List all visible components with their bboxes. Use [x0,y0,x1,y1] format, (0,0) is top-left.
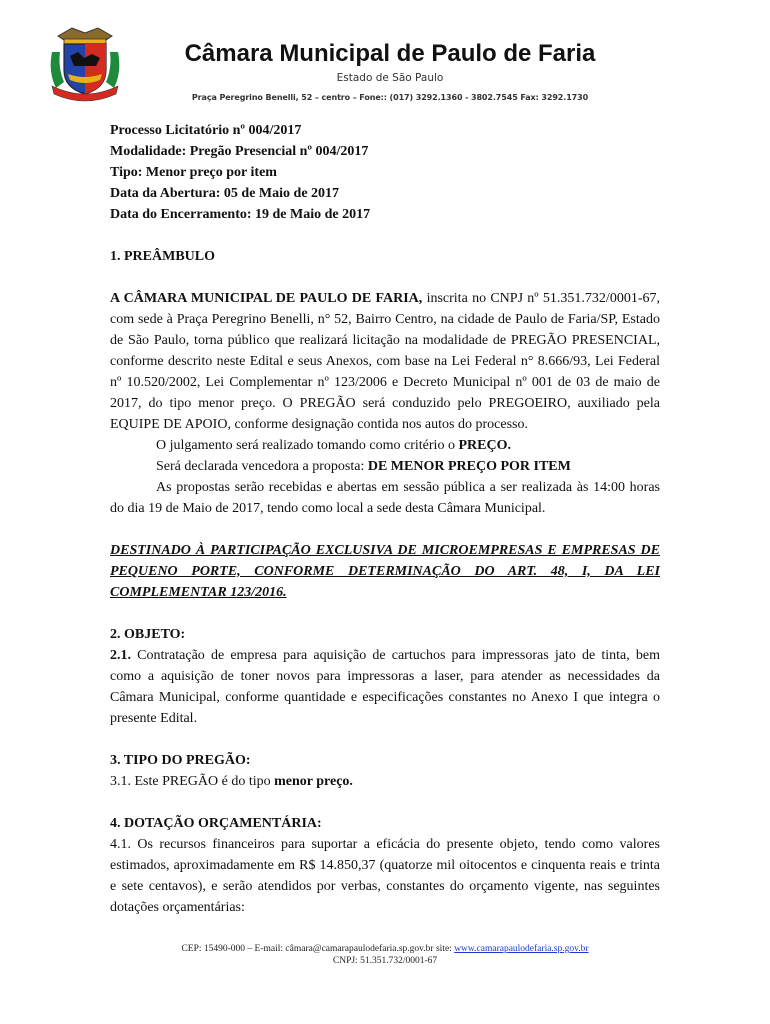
state-subtitle: Estado de São Paulo [336,72,444,84]
objeto-text: Contratação de empresa para aquisição de cartuchos para impressoras jato de tinta, bem como a aquisição de toner novos para impressoras a laser, para atender as necessidades da Câmara Municipal, conforme quantidade e especificações constantes no Anexo I que integra o presente Edital. [110,648,660,726]
propostas-paragraph: As propostas serão recebidas e abertas em sessão pública a ser realizada às 14:00 horas do dia 19 de Maio de 2017, tendo como local a sede desta Câmara Municipal. [110,480,660,516]
vencedora-paragraph [110,456,660,477]
tipo-pregao-value: menor preço. [274,774,353,789]
footer-contact-text: CEP: 15490-000 – E-mail: câmara@camarapaulodefaria.sp.gov.br site: [181,944,455,954]
preambulo-entity: A CÂMARA MUNICIPAL DE PAULO DE FARIA, [110,291,423,306]
preambulo-paragraph [110,288,660,435]
letterhead [0,0,770,110]
municipal-coat-of-arms-icon [44,22,126,104]
objeto-heading: 2. OBJETO: [110,627,186,642]
address-line: Praça Peregrino Benelli, 52 – centro – Fone:: (017) 3292.1360 - 3802.7545 Fax: 3292.1730 [191,93,589,102]
abertura-line: Data da Abertura: 05 de Maio de 2017 [110,186,340,201]
document-body [110,120,660,918]
processo-line: Processo Licitatório nº 004/2017 [110,123,302,138]
dotacao-paragraph: 4.1. Os recursos financeiros para suportar a eficácia do presente objeto, tendo como valores estimados, aproximadamente em R$ 14.850,37 (quatorze mil oitocentos e cinquenta reais e trinta e sete centavos), e serão atendidos por verbas, constantes do orçamento vigente, nas seguintes dotações orçamentárias: [110,837,660,915]
footer-contact-line [0,943,770,955]
tipo-pregao-text: 3.1. Este PREGÃO é do tipo [110,774,275,789]
footer-site-link[interactable]: www.camarapaulodefaria.sp.gov.br [454,944,589,954]
page-title: Câmara Municipal de Paulo de Faria [184,40,596,67]
julgamento-text: O julgamento será realizado tomando como critério o [156,438,459,453]
objeto-number: 2.1. [110,648,131,663]
preambulo-heading: 1. PREÂMBULO [110,249,215,264]
tipo-pregao-heading: 3. TIPO DO PREGÃO: [110,753,251,768]
modalidade-line: Modalidade: Pregão Presencial nº 004/2017 [110,144,369,159]
page-footer [0,943,770,967]
vencedora-criterio: DE MENOR PREÇO POR ITEM [367,459,571,474]
dotacao-heading: 4. DOTAÇÃO ORÇAMENTÁRIA: [110,816,322,831]
footer-cnpj: CNPJ: 51.351.732/0001-67 [332,956,438,966]
vencedora-text: Será declarada vencedora a proposta: [156,459,368,474]
julgamento-criterio: PREÇO. [458,438,511,453]
exclusive-participation-notice: DESTINADO À PARTICIPAÇÃO EXCLUSIVA DE MICROEMPRESAS E EMPRESAS DE PEQUENO PORTE, CONFORME DETERMINAÇÃO DO ART. 48, I, DA LEI COMPLEMENTAR 123/2016. [110,543,660,600]
tipo-pregao-paragraph [110,771,660,792]
preambulo-text: inscrita no CNPJ nº 51.351.732/0001-67, com sede à Praça Peregrino Benelli, n° 52, Bairro Centro, na cidade de Paulo de Faria/SP, Estado de São Paulo, torna público que realizará licitação na modalidade de PREGÃO PRESENCIAL, conforme descrito neste Edital e seus Anexos, com base na Lei Federal n° 8.666/93, Lei Federal nº 10.520/2002, Lei Complementar nº 123/2006 e Decreto Municipal nº 001 de 03 de maio de 2017, do tipo menor preço. O PREGÃO será conduzido pelo PREGOEIRO, auxiliado pela EQUIPE DE APOIO, conforme designação contida nos autos do processo. [110,291,660,432]
tipo-line: Tipo: Menor preço por item [110,165,277,180]
julgamento-paragraph [110,435,660,456]
objeto-paragraph [110,645,660,729]
encerramento-line: Data do Encerramento: 19 de Maio de 2017 [110,207,371,222]
